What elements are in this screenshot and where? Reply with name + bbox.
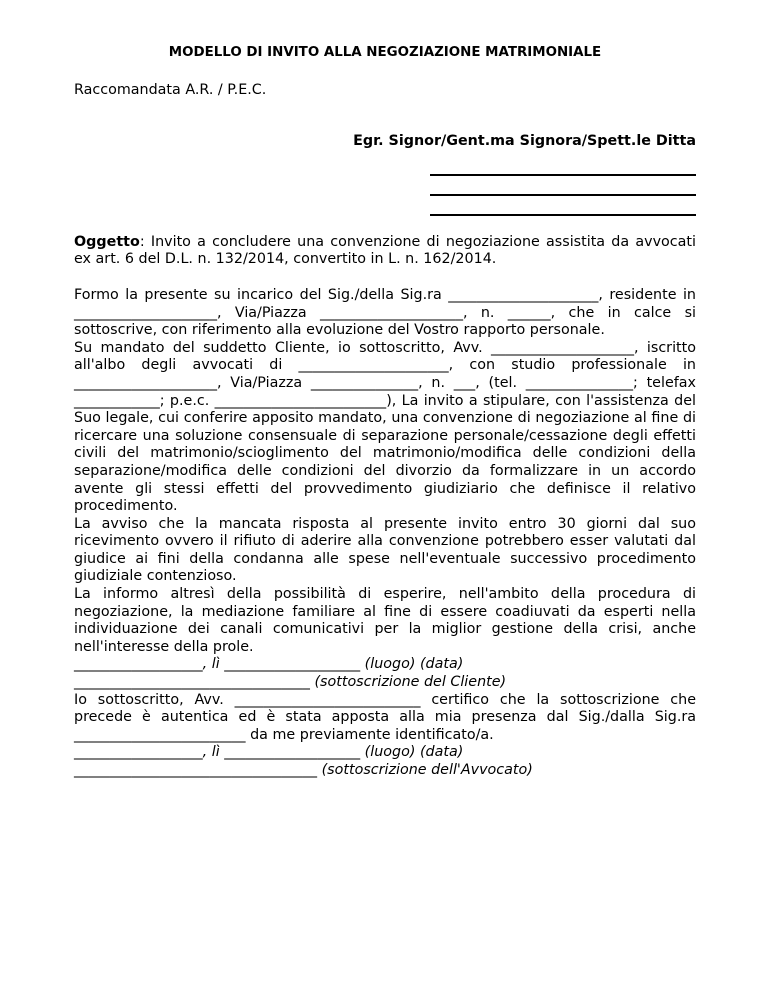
signature-blank: __________________________________ bbox=[74, 762, 318, 778]
subject-label: Oggetto bbox=[74, 233, 140, 250]
li-text: , lì bbox=[202, 744, 220, 761]
date-blank: ___________________ bbox=[224, 744, 361, 761]
li-text: , lì bbox=[202, 656, 220, 673]
subject-paragraph bbox=[74, 234, 696, 269]
body-paragraph: La informo altresì della possibilità di esperire, nell'ambito della procedura di negoziazione, la mediazione familiare al fine di essere coadiuvati da esperti nella individuazione dei canali comunicativi per la miglior gestione della crisi, anche nell'interesse della prole. bbox=[74, 586, 696, 655]
body-paragraph: Su mandato del suddetto Cliente, io sottoscritto, Avv. ____________________, iscritto all'albo degli avvocati di _____________________, con studio professionale in ____________________, Via/Piazza _______________, n. ___, (tel. _______________; telefax ____________; p.e.c. ________________________), La invito a stipulare, con l'assistenza del Suo legale, cui conferire apposito mandato, una convenzione di negoziazione al fine di ricercare una soluzione consensuale di separazione personale/cessazione degli effetti civili del matrimonio/scioglimento del matrimonio/modifica delle condizioni della separazione/modifica delle condizioni del divorzio da formalizzare in un accordo avente gli stessi effetti del provvedimento giudiziario che definisce il relativo procedimento. bbox=[74, 339, 696, 515]
client-signature-hint: (sottoscrizione del Cliente) bbox=[314, 674, 507, 691]
place-blank: __________________ bbox=[74, 744, 203, 761]
client-place-date-line bbox=[74, 656, 696, 674]
document-page bbox=[74, 44, 696, 780]
letter-body bbox=[74, 287, 696, 780]
subject-text: : Invito a concludere una convenzione di negoziazione assistita da avvocati ex art. 6 del D.L. n. 132/2014, convertito in L. n. 162/2014. bbox=[74, 233, 696, 268]
date-blank: ___________________ bbox=[224, 656, 361, 673]
signature-blank: _________________________________ bbox=[74, 674, 310, 691]
document-title: MODELLO DI INVITO ALLA NEGOZIAZIONE MATRIMONIALE bbox=[168, 45, 602, 60]
addressee-blank-line bbox=[430, 157, 696, 176]
lawyer-signature-hint: (sottoscrizione dell'Avvocato) bbox=[321, 762, 533, 778]
body-paragraph: La avviso che la mancata risposta al presente invito entro 30 giorni dal suo ricevimento ovvero il rifiuto di aderire alla convenzione potrebbero esser valutati dal giudice ai fini della condanna alle spese nell'eventuale successivo procedimento giudiziale contenzioso. bbox=[74, 515, 696, 585]
place-blank: __________________ bbox=[74, 656, 203, 673]
lawyer-place-date-line bbox=[74, 744, 696, 762]
lawyer-signature-line bbox=[74, 762, 696, 780]
certification-paragraph: Io sottoscritto, Avv. __________________________ certifico che la sottoscrizione che precede è autentica ed è stata apposta alla mia presenza dal Sig./dalla Sig.ra ________________________ da me previamente identificato/a. bbox=[74, 691, 696, 743]
delivery-method: Raccomandata A.R. / P.E.C. bbox=[74, 81, 267, 98]
place-date-hint: (luogo) (data) bbox=[364, 744, 464, 761]
addressee-blank-line bbox=[430, 177, 696, 196]
addressee-heading: Egr. Signor/Gent.ma Signora/Spett.le Ditta bbox=[353, 133, 696, 150]
client-signature-line bbox=[74, 674, 696, 692]
body-paragraph: Formo la presente su incarico del Sig./della Sig.ra _____________________, residente in ____________________, Via/Piazza ____________________, n. ______, che in calce si sottoscrive, con riferimento alla evoluzione del Vostro rapporto personale. bbox=[74, 286, 696, 339]
addressee-blank-line bbox=[430, 197, 696, 216]
place-date-hint: (luogo) (data) bbox=[364, 656, 464, 673]
addressee-blank-lines bbox=[430, 157, 696, 216]
